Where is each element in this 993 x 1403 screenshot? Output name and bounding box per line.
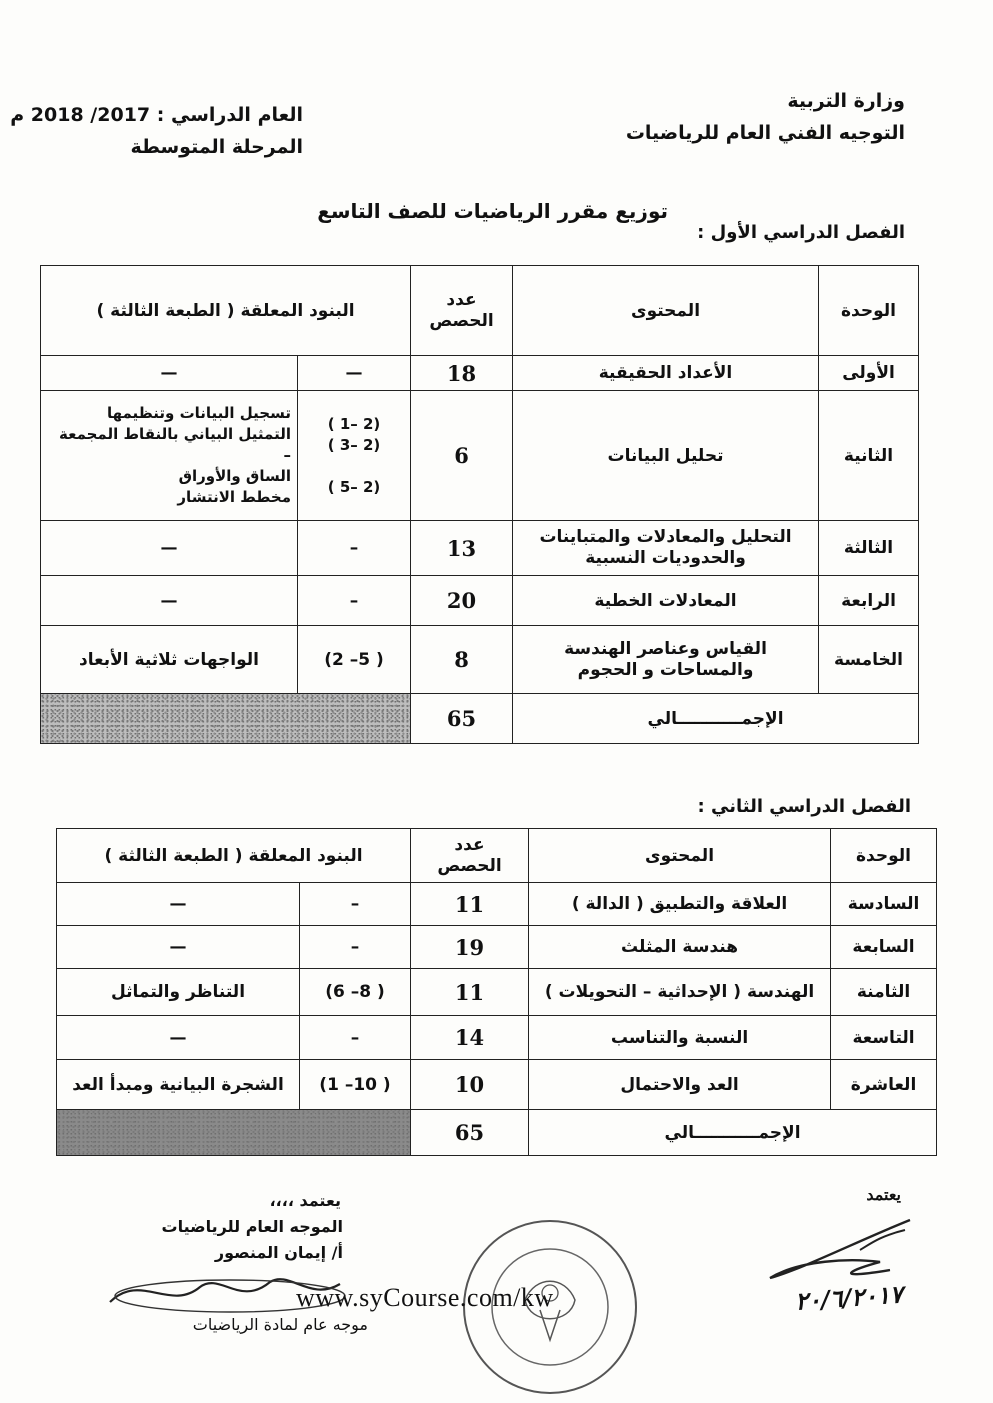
code-cell: – [300,926,411,969]
col-suspended-header: البنود المعلقة ( الطبعة الثالثة ) [57,829,411,883]
right-approval-label: يعتمد [866,1185,901,1204]
semester1-header-row [41,266,919,356]
suspended-cell: — [41,356,298,391]
semester2-table [56,828,937,1156]
suspended-cell: التناظر والتماثل [57,969,300,1016]
content-cell: الأعداد الحقيقية [513,356,819,391]
unit-cell: الرابعة [819,576,919,626]
watermark-url: www.syCourse.com/kw [296,1283,554,1312]
shaded-cell [41,694,411,744]
department-name: التوجيه الفني العام للرياضيات [625,122,905,144]
code-line: (2 –3 ) [327,435,381,454]
col-lessons-header-line2: الحصص [429,310,494,331]
content-line: القياس وعناصر الهندسة [564,638,767,659]
code-cell: – [298,521,411,576]
table-row [41,356,919,391]
unit-cell: السادسة [831,883,937,926]
ministry-name: وزارة التربية [787,90,905,112]
code-line: (2 –5 ) [327,477,381,496]
suspended-cell: الشجرة البيانية ومبدأ العد [57,1060,300,1110]
lessons-cell: 10 [411,1060,529,1110]
content-line: والحدوديات النسبية [585,548,746,568]
code-cell: – [300,883,411,926]
col-lessons-header-line2: الحصص [437,855,502,876]
content-cell: العد والاحتمال [529,1060,831,1110]
content-cell [513,521,819,576]
unit-cell: الثانية [819,391,919,521]
col-suspended-header: البنود المعلقة ( الطبعة الثالثة ) [41,266,411,356]
total-lessons: 65 [411,1110,529,1156]
content-cell: المعادلات الخطية [513,576,819,626]
suspended-cell [41,391,298,521]
total-row [41,694,919,744]
lessons-cell: 8 [411,626,513,694]
right-signature-date: ٢٠/٦/٢٠١٧ [794,1279,904,1316]
lessons-cell: 6 [411,391,513,521]
unit-cell: العاشرة [831,1060,937,1110]
content-cell: العلاقة والتطبيق ( الدالة ) [529,883,831,926]
lessons-cell: 19 [411,926,529,969]
left-approval-label: يعتمد ،،،، [269,1191,341,1210]
table-row [57,1060,937,1110]
total-lessons: 65 [411,694,513,744]
semester2-header-row [57,829,937,883]
col-content-header: المحتوى [513,266,819,356]
lessons-cell: 11 [411,969,529,1016]
suspended-cell: — [41,521,298,576]
content-cell: الهندسة ( الإحداثية – التحويلات ) [529,969,831,1016]
unit-cell: التاسعة [831,1016,937,1060]
lessons-cell: 13 [411,521,513,576]
unit-cell: الأولى [819,356,919,391]
code-line: (2 –1 ) [327,414,381,433]
school-stage: المرحلة المتوسطة [130,136,303,158]
col-lessons-header [411,266,513,356]
code-cell: ( 8– 6) [300,969,411,1016]
code-cell: – [300,1016,411,1060]
table-row [41,626,919,694]
content-cell: النسبة والتناسب [529,1016,831,1060]
code-cell [298,391,411,521]
suspended-cell: — [57,883,300,926]
suspended-cell: — [41,576,298,626]
col-lessons-header-line1: عدد [446,289,477,310]
code-cell: — [298,356,411,391]
lessons-cell: 18 [411,356,513,391]
code-cell: – [298,576,411,626]
total-label: الإجمـــــــــــالي [513,694,919,744]
table-row [41,576,919,626]
lessons-cell: 14 [411,1016,529,1060]
content-line: التحليل والمعادلات والمتباينات [539,527,792,547]
table-row [57,883,937,926]
col-content-header: المحتوى [529,829,831,883]
content-cell: هندسة المثلث [529,926,831,969]
table-row [57,926,937,969]
code-cell: ( 5– 2) [298,626,411,694]
col-unit-header: الوحدة [819,266,919,356]
content-cell [513,626,819,694]
lessons-cell: 20 [411,576,513,626]
document-title: توزيع مقرر الرياضيات للصف التاسع [317,199,668,223]
col-lessons-header [411,829,529,883]
unit-cell: الثالثة [819,521,919,576]
table-row [57,1016,937,1060]
semester1-title: الفصل الدراسي الأول : [697,222,905,243]
content-line: والمساحات و الحجوم [577,659,754,680]
col-unit-header: الوحدة [831,829,937,883]
content-cell: تحليل البيانات [513,391,819,521]
unit-cell: السابعة [831,926,937,969]
code-cell: ( 10– 1) [300,1060,411,1110]
code-line [304,456,404,477]
unit-cell: الخامسة [819,626,919,694]
suspended-cell: الواجهات ثلاثية الأبعاد [41,626,298,694]
academic-year: العام الدراسي : 2017/ 2018 م [10,104,303,126]
suspended-cell: — [57,1016,300,1060]
total-label: الإجمـــــــــــالي [529,1110,937,1156]
left-signer-footer: موجه عام لمادة الرياضيات [192,1315,368,1334]
suspended-cell: — [57,926,300,969]
suspended-line: مخطط الانتشار [177,488,292,506]
suspended-line: التمثيل البياني بالنقاط المجمعة – [59,425,292,464]
table-row [41,521,919,576]
shaded-cell [57,1110,411,1156]
left-signer-role: الموجه العام للرياضيات [161,1217,343,1236]
col-lessons-header-line1: عدد [454,834,485,855]
table-row [41,391,919,521]
table-row [57,969,937,1016]
semester2-title: الفصل الدراسي الثاني : [697,796,911,817]
suspended-line: تسجيل البيانات وتنظيمها [106,404,292,422]
lessons-cell: 11 [411,883,529,926]
total-row [57,1110,937,1156]
semester1-table [40,265,919,744]
left-signer-name: أ/ إيمان المنصور [214,1243,343,1262]
suspended-line: الساق والأوراق [178,467,292,485]
unit-cell: الثامنة [831,969,937,1016]
